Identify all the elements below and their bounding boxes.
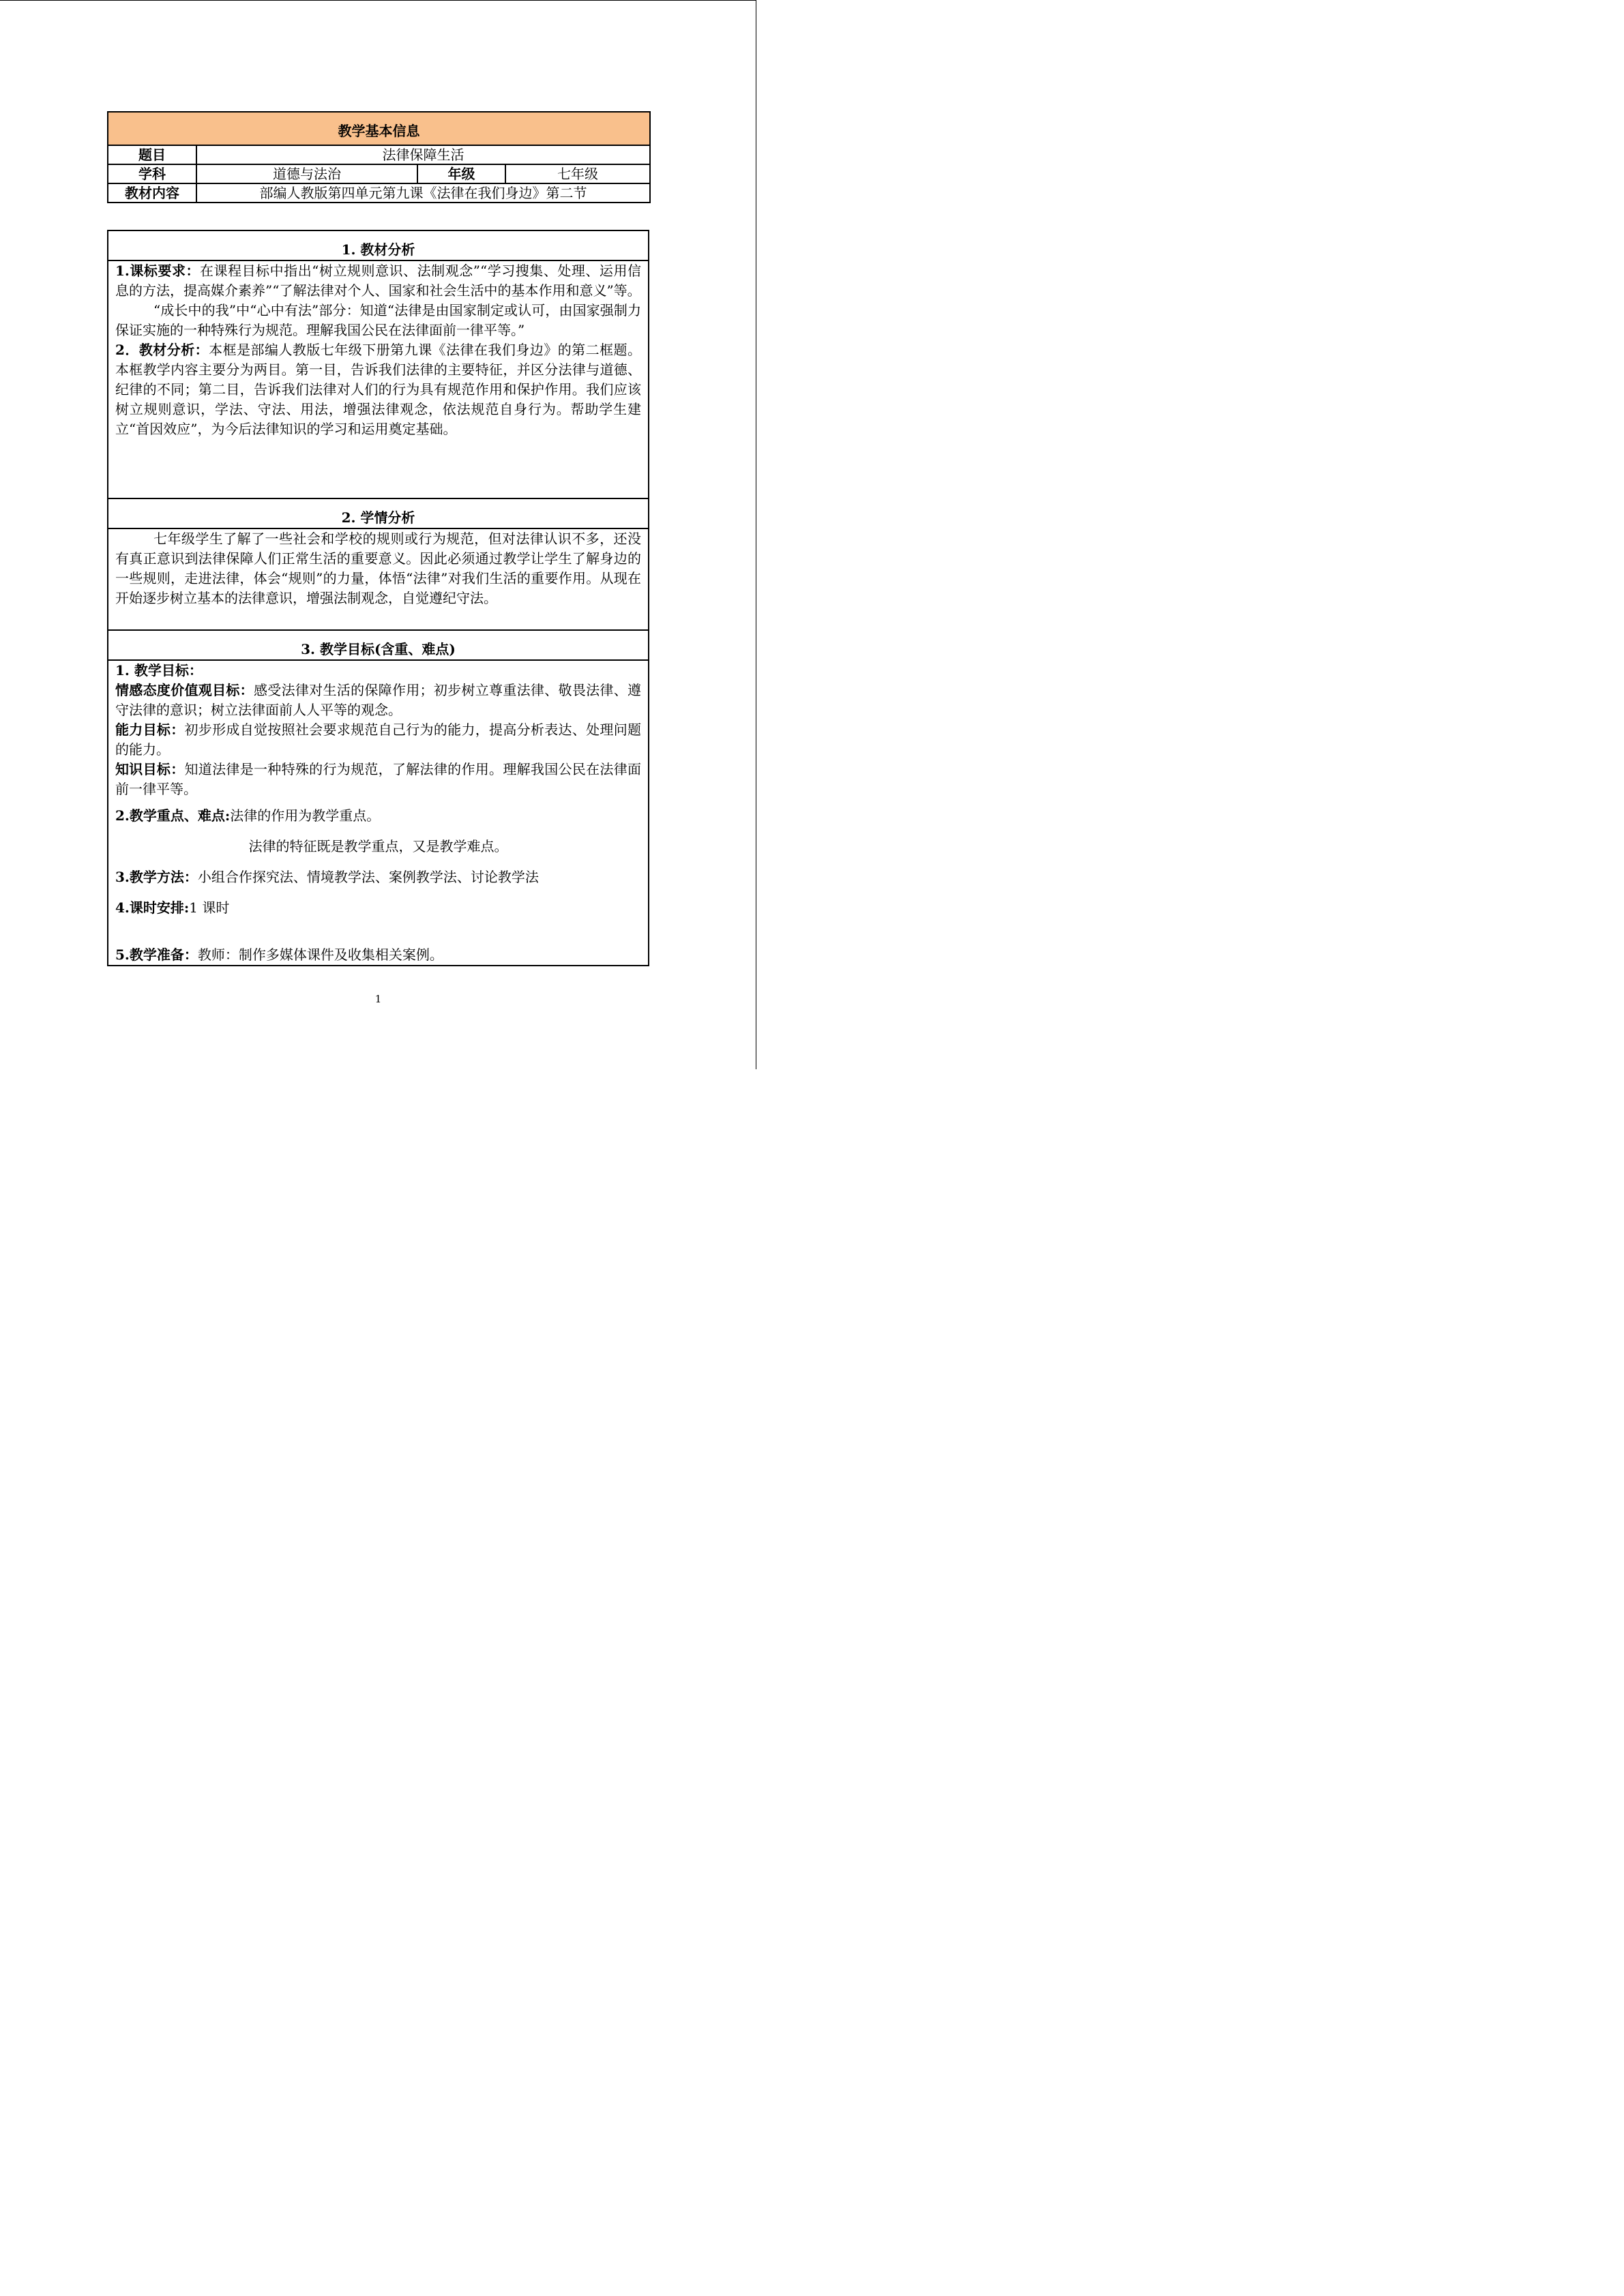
textbook-analysis-text: 本框是部编人教版七年级下册第九课《法律在我们身边》的第二框题。本框教学内容主要分为两目。第一目，告诉我们法律的主要特征，并区分法律与道德、纪律的不同；第二目，告诉我们法律对人们的行为具有规范作用和保护作用。我们应该树立规则意识，学法、守法、用法，增强法律观念，依法规范自身行为。帮助学生建立“首因效应”，为今后法律知识的学习和运用奠定基础。 xyxy=(115,342,642,437)
teaching-method-label: 3.教学方法： xyxy=(115,869,198,885)
knowledge-text: 知道法律是一种特殊的行为规范，了解法律的作用。理解我国公民在法律面前一律平等。 xyxy=(115,761,642,797)
student-analysis-body xyxy=(108,528,649,630)
subject-label: 学科 xyxy=(108,164,196,183)
basic-info-header: 教学基本信息 xyxy=(108,112,650,145)
grade-value: 七年级 xyxy=(505,164,650,183)
growth-section-text: “成长中的我”中“心中有法”部分：知道“法律是由国家制定或认可，由国家强制力保证实施的一种特殊行为规范。理解我国公民在法律面前一律平等。” xyxy=(115,302,641,338)
content-value: 部编人教版第四单元第九课《法律在我们身边》第二节 xyxy=(196,183,650,203)
topic-label: 题目 xyxy=(108,145,196,164)
emotion-goal xyxy=(115,681,641,720)
section-title-textbook: 1. 教材分析 xyxy=(108,230,649,260)
goals-label: 1. 教学目标： xyxy=(115,662,203,679)
key-points xyxy=(115,806,641,826)
emotion-label: 情感态度价值观目标： xyxy=(115,682,254,698)
key-points-text-2: 法律的特征既是教学重点，又是教学难点。 xyxy=(248,838,508,854)
topic-value: 法律保障生活 xyxy=(196,145,650,164)
student-analysis-text: 七年级学生了解了一些社会和学校的规则或行为规范，但对法律认识不多，还没有真正意识到法律保障人们正常生活的重要意义。因此必须通过教学让学生了解身边的一些规则，走进法律，体会“规则”的力量，体悟“法律”对我们生活的重要作用。从现在开始逐步树立基本的法律意识，增强法制观念，自觉遵纪守法。 xyxy=(115,531,641,606)
textbook-analysis-label: 2．教材分析： xyxy=(115,342,209,358)
preparation-label: 5.教学准备： xyxy=(115,946,198,963)
class-hours-text: 1 课时 xyxy=(189,899,230,916)
class-hours-label: 4.课时安排: xyxy=(115,899,190,916)
teaching-method-text: 小组合作探究法、情境教学法、案例教学法、讨论教学法 xyxy=(197,869,539,885)
goals-body xyxy=(108,660,649,966)
teaching-preparation xyxy=(115,945,641,965)
preparation-text: 教师：制作多媒体课件及收集相关案例。 xyxy=(197,946,443,963)
key-points-label: 2.教学重点、难点: xyxy=(115,807,231,824)
curriculum-text: 在课程目标中指出“树立规则意识、法制观念”“学习搜集、处理、运用信息的方法，提高媒介素养”“了解法律对个人、国家和社会生活中的基本作用和意义”等。 xyxy=(115,263,641,299)
knowledge-goal xyxy=(115,760,641,799)
basic-info-table xyxy=(107,111,651,203)
ability-label: 能力目标： xyxy=(115,721,185,738)
knowledge-label: 知识目标： xyxy=(115,761,185,777)
lesson-analysis-table xyxy=(107,230,649,966)
section-title-students: 2. 学情分析 xyxy=(108,498,649,528)
textbook-analysis-body xyxy=(108,260,649,498)
curriculum-label: 1.课标要求： xyxy=(115,263,201,279)
ability-goal xyxy=(115,720,641,760)
emotion-text: 感受法律对生活的保障作用；初步树立尊重法律、敬畏法律、遵守法律的意识；树立法律面前人人平等的观念。 xyxy=(115,682,642,718)
teaching-method xyxy=(115,867,641,887)
class-hours xyxy=(115,898,641,918)
ability-text: 初步形成自觉按照社会要求规范自己行为的能力，提高分析表达、处理问题的能力。 xyxy=(115,721,642,758)
textbook-analysis xyxy=(115,340,641,439)
subject-value: 道德与法治 xyxy=(196,164,417,183)
page-number: 1 xyxy=(374,993,382,1005)
key-points-text: 法律的作用为教学重点。 xyxy=(230,807,381,824)
content-label: 教材内容 xyxy=(108,183,196,203)
page-border-top xyxy=(0,0,756,1)
section-title-goals: 3. 教学目标(含重、难点) xyxy=(108,630,649,660)
grade-label: 年级 xyxy=(417,164,505,183)
curriculum-requirement xyxy=(115,261,641,301)
